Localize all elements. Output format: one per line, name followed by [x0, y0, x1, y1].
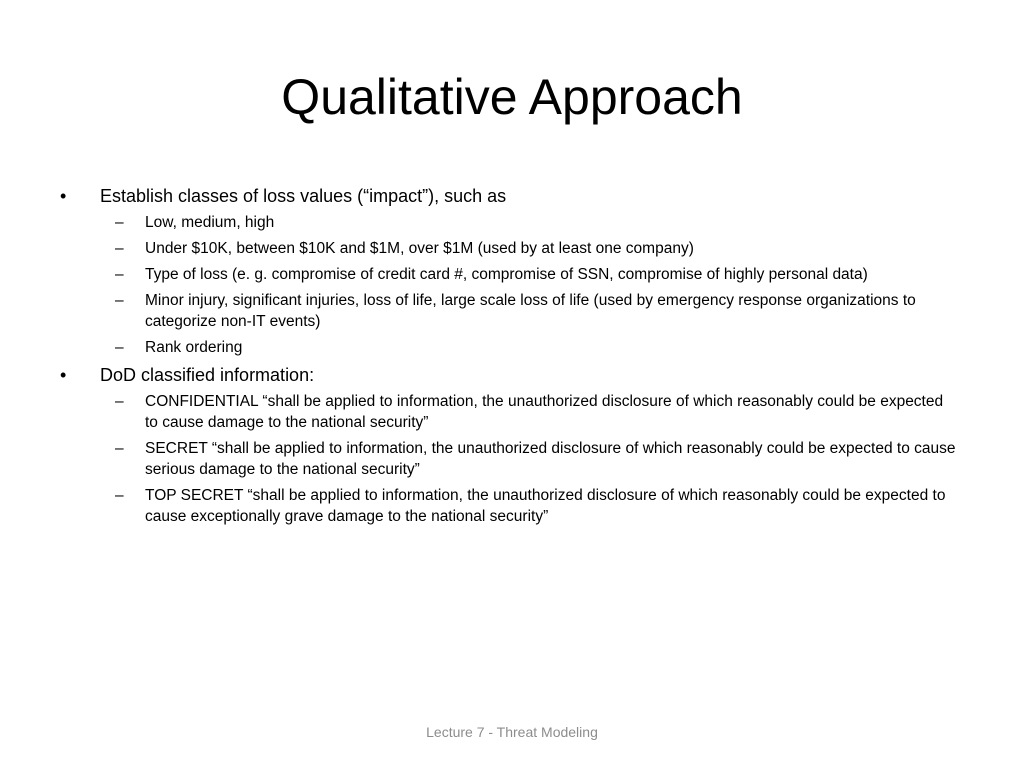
sub-item — [60, 485, 960, 527]
sub-item-text: Type of loss (e. g. compromise of credit card #, compromise of SSN, compromise of highly personal data) — [145, 266, 868, 283]
dash-icon: – — [115, 266, 124, 283]
sub-item — [60, 238, 960, 259]
sub-item-text: Low, medium, high — [145, 214, 275, 231]
sub-item — [60, 264, 960, 285]
sub-item-text: Rank ordering — [145, 339, 243, 356]
dash-icon: – — [115, 440, 124, 457]
sub-item — [60, 290, 960, 332]
dash-icon: – — [115, 393, 124, 410]
sub-list — [60, 212, 960, 358]
sub-item — [60, 438, 960, 480]
sub-item-text: Minor injury, significant injuries, loss of life, large scale loss of life (used by emergency response organizations to categorize non-IT events) — [145, 292, 916, 330]
slide-body — [60, 182, 960, 532]
sub-item — [60, 391, 960, 433]
dash-icon: – — [115, 214, 124, 231]
bullet-icon: • — [60, 186, 67, 206]
dash-icon: – — [115, 240, 124, 257]
sub-item — [60, 337, 960, 358]
bullet-text: DoD classified information: — [100, 365, 315, 385]
sub-item-text: TOP SECRET “shall be applied to information, the unauthorized disclosure of which reasonably could be expected to cause exceptionally grave damage to the national security” — [145, 487, 946, 525]
slide-title: Qualitative Approach — [281, 69, 743, 125]
dash-icon: – — [115, 487, 124, 504]
sub-item-text: Under $10K, between $10K and $1M, over $1M (used by at least one company) — [145, 240, 694, 257]
bullet-text: Establish classes of loss values (“impact”), such as — [100, 186, 507, 206]
bullet-item — [60, 184, 960, 209]
bullet-item — [60, 363, 960, 388]
bullet-icon: • — [60, 365, 67, 385]
slide-footer: Lecture 7 - Threat Modeling — [426, 724, 598, 740]
sub-item-text: CONFIDENTIAL “shall be applied to information, the unauthorized disclosure of which reasonably could be expected to cause damage to the national security” — [145, 393, 944, 431]
dash-icon: – — [115, 339, 124, 356]
dash-icon: – — [115, 292, 124, 309]
sub-item-text: SECRET “shall be applied to information, the unauthorized disclosure of which reasonably could be expected to cause serious damage to the national security” — [145, 440, 956, 478]
sub-list — [60, 391, 960, 527]
sub-item — [60, 212, 960, 233]
